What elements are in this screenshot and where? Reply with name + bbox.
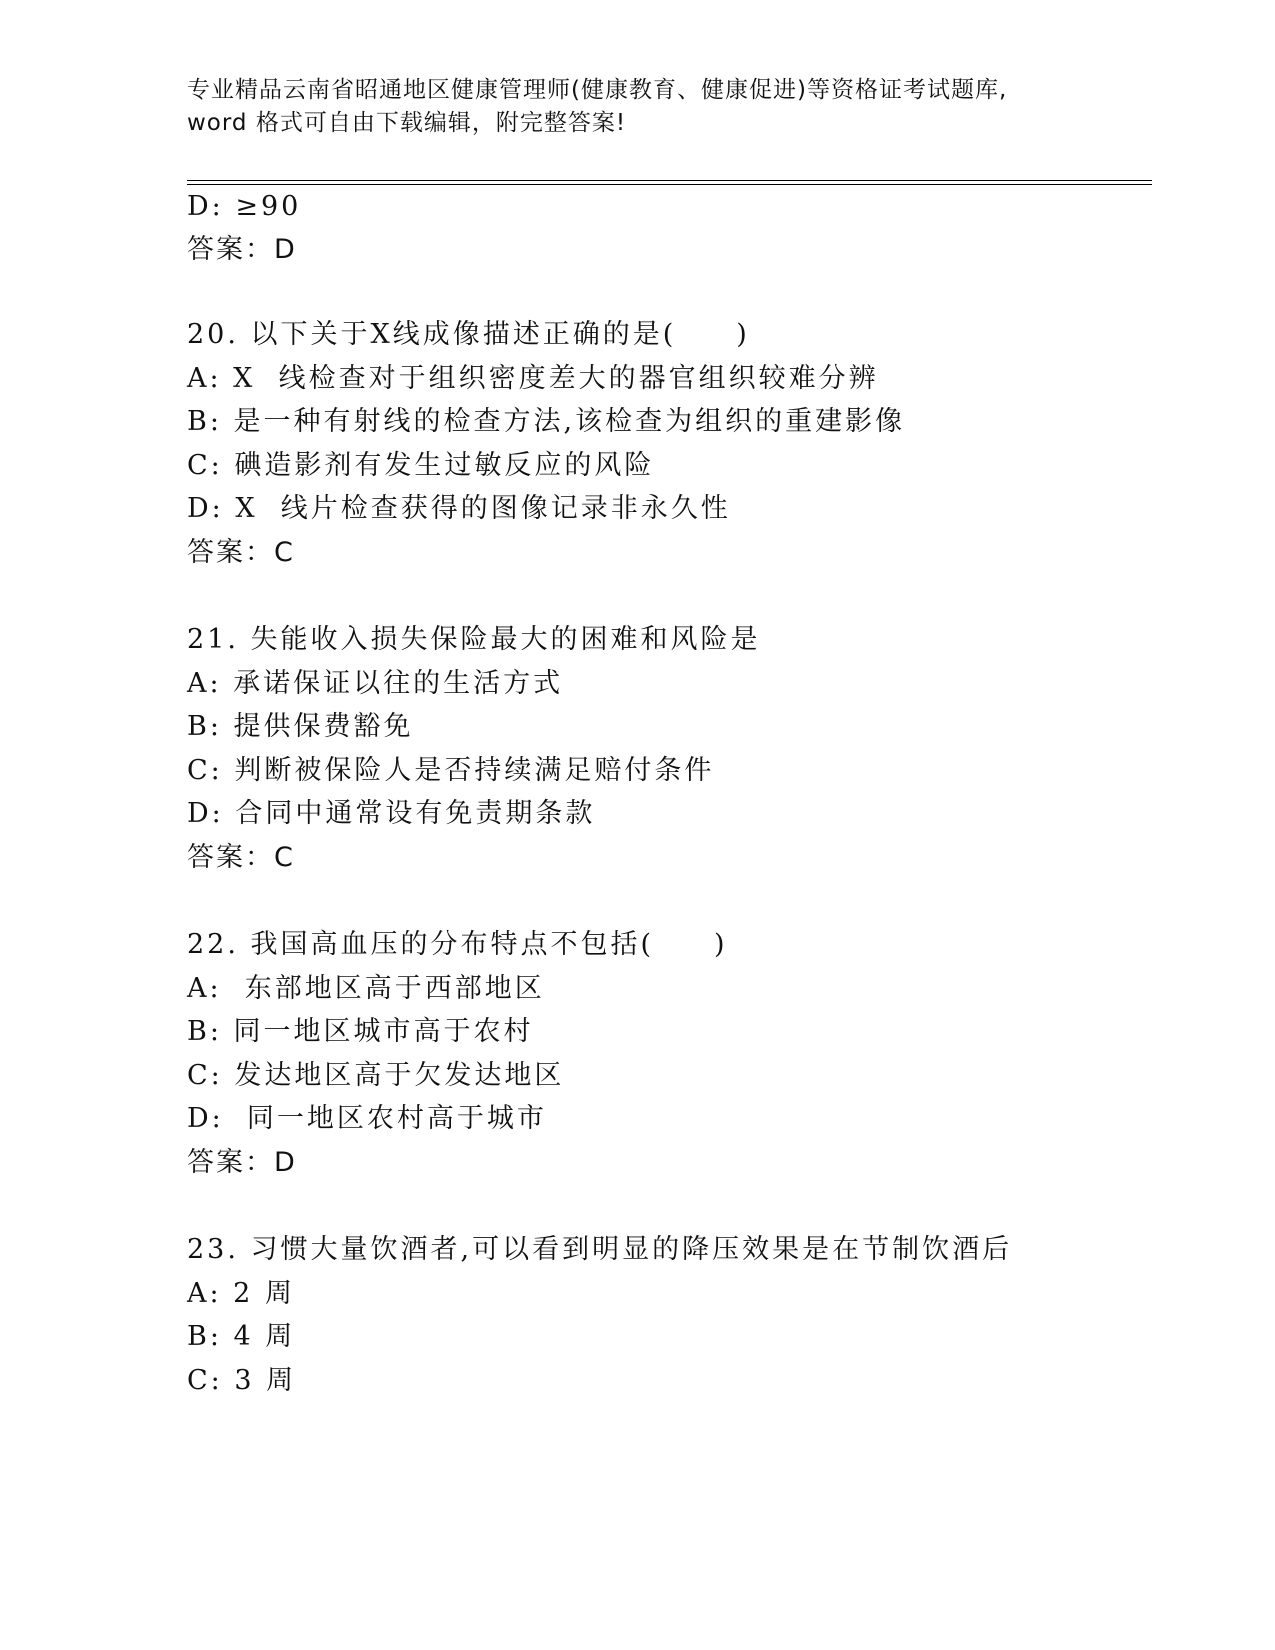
question-option: D: 合同中通常设有免责期条款 [187,798,596,829]
question-option: B: 同一地区城市高于农村 [187,1016,534,1047]
question-option: B: 是一种有射线的检查方法,该检查为组织的重建影像 [187,406,906,437]
question-stem: 23. 习惯大量饮酒者,可以看到明显的降压效果是在节制饮酒后 [187,1234,1013,1265]
question-option: C: 发达地区高于欠发达地区 [187,1060,565,1091]
header-divider-top [187,180,1152,181]
question-option: A: 2 周 [187,1278,295,1309]
question-option: A: X 线检查对于组织密度差大的器官组织较难分辨 [187,363,879,394]
header-divider-bottom [187,184,1152,185]
question-stem: 21. 失能收入损失保险最大的困难和风险是 [187,624,761,655]
question-stem: 20. 以下关于X线成像描述正确的是( ) [187,319,750,350]
question-option: B: 提供保费豁免 [187,711,414,742]
document-header [187,74,1147,140]
question-option: A: 东部地区高于西部地区 [187,973,545,1004]
question-stem: 22. 我国高血压的分布特点不包括( ) [187,929,728,960]
header-title-line1: 专业精品云南省昭通地区健康管理师(健康教育、健康促进)等资格证考试题库, [187,77,1008,103]
question-option: C: 碘造影剂有发生过敏反应的风险 [187,450,655,481]
question-answer: 答案：C [187,842,295,873]
header-title-line2: word 格式可自由下载编辑，附完整答案! [187,110,627,136]
question-option: D: 同一地区农村高于城市 [187,1103,547,1134]
question-option: D: X 线片检查获得的图像记录非永久性 [187,493,731,524]
question-option: B: 4 周 [187,1321,296,1352]
question-option: C: 3 周 [187,1365,297,1396]
question-option: C: 判断被保险人是否持续满足赔付条件 [187,755,715,786]
prev-option-d: D: ≥90 [187,191,302,222]
question-option: A: 承诺保证以往的生活方式 [187,668,564,699]
prev-answer: 答案：D [187,234,297,265]
question-answer: 答案：C [187,537,295,568]
question-answer: 答案：D [187,1147,297,1178]
